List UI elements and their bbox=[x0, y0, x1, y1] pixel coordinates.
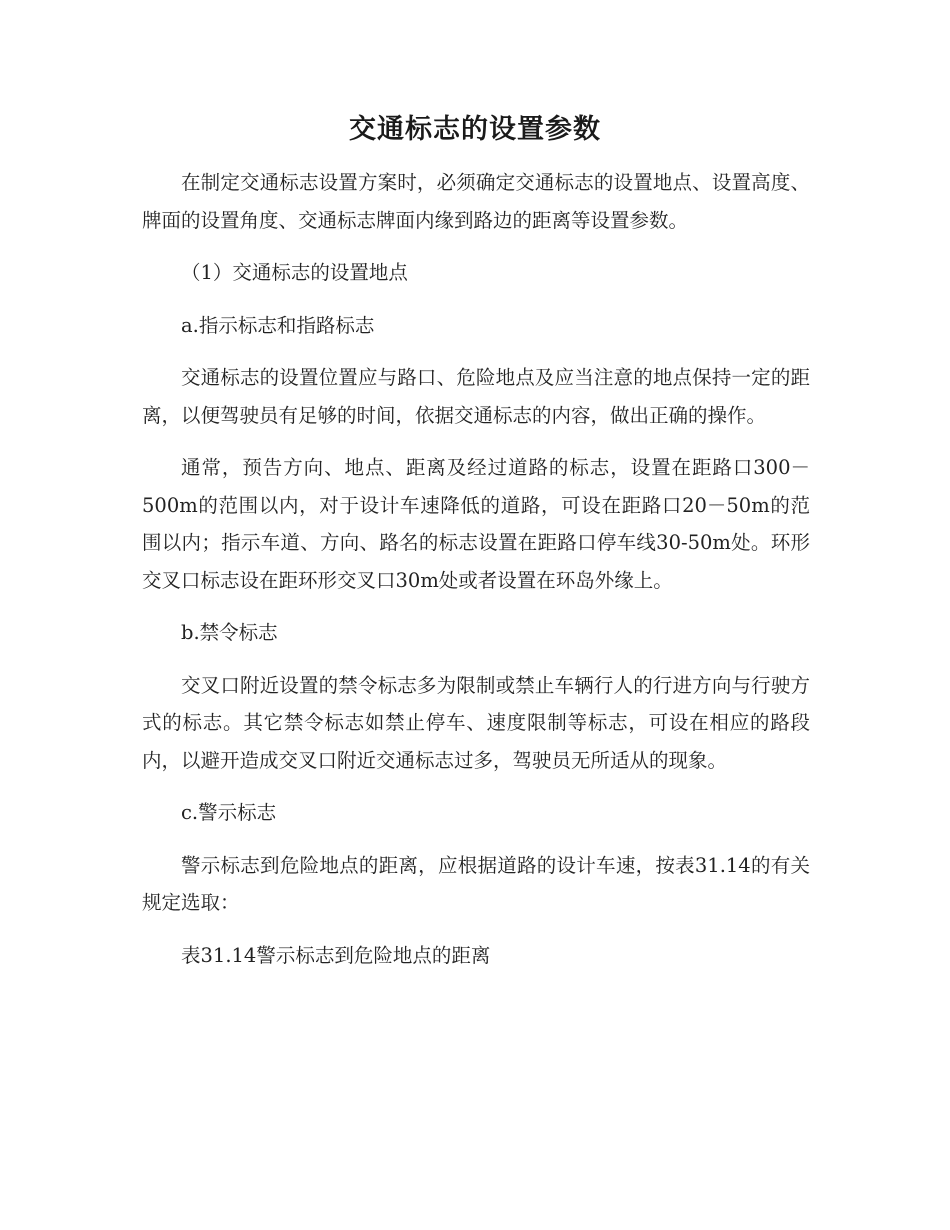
subsection-heading-b: b.禁令标志 bbox=[181, 621, 278, 644]
document-body bbox=[142, 164, 810, 974]
body-paragraph: 通常，预告方向、地点、距离及经过道路的标志，设置在距路口300－500m的范围以内，对于设计车速降低的道路，可设在距路口20－50m的范围以内；指示车道、方向、路名的标志设置在距路口停车线30-50m处。环形交叉口标志设在距环形交叉口30m处或者设置在环岛外缘上。 bbox=[142, 456, 810, 592]
table-caption: 表31.14警示标志到危险地点的距离 bbox=[181, 943, 491, 967]
body-paragraph: 交通标志的设置位置应与路口、危险地点及应当注意的地点保持一定的距离，以便驾驶员有足够的时间，依据交通标志的内容，做出正确的操作。 bbox=[142, 366, 810, 427]
intro-paragraph: 在制定交通标志设置方案时，必须确定交通标志的设置地点、设置高度、牌面的设置角度、交通标志牌面内缘到路边的距离等设置参数。 bbox=[142, 171, 810, 232]
document-title: 交通标志的设置参数 bbox=[349, 114, 601, 145]
subsection-heading-a: a.指示标志和指路标志 bbox=[181, 313, 375, 337]
body-paragraph: 警示标志到危险地点的距离，应根据道路的设计车速，按表31.14的有关规定选取： bbox=[142, 853, 810, 914]
body-paragraph: 交叉口附近设置的禁令标志多为限制或禁止车辆行人的行进方向与行驶方式的标志。其它禁令标志如禁止停车、速度限制等标志，可设在相应的路段内，以避开造成交叉口附近交通标志过多，驾驶员无所适从的现象。 bbox=[142, 673, 810, 772]
subsection-heading-c: c.警示标志 bbox=[181, 801, 277, 824]
section-heading-1: （1）交通标志的设置地点 bbox=[181, 261, 408, 284]
